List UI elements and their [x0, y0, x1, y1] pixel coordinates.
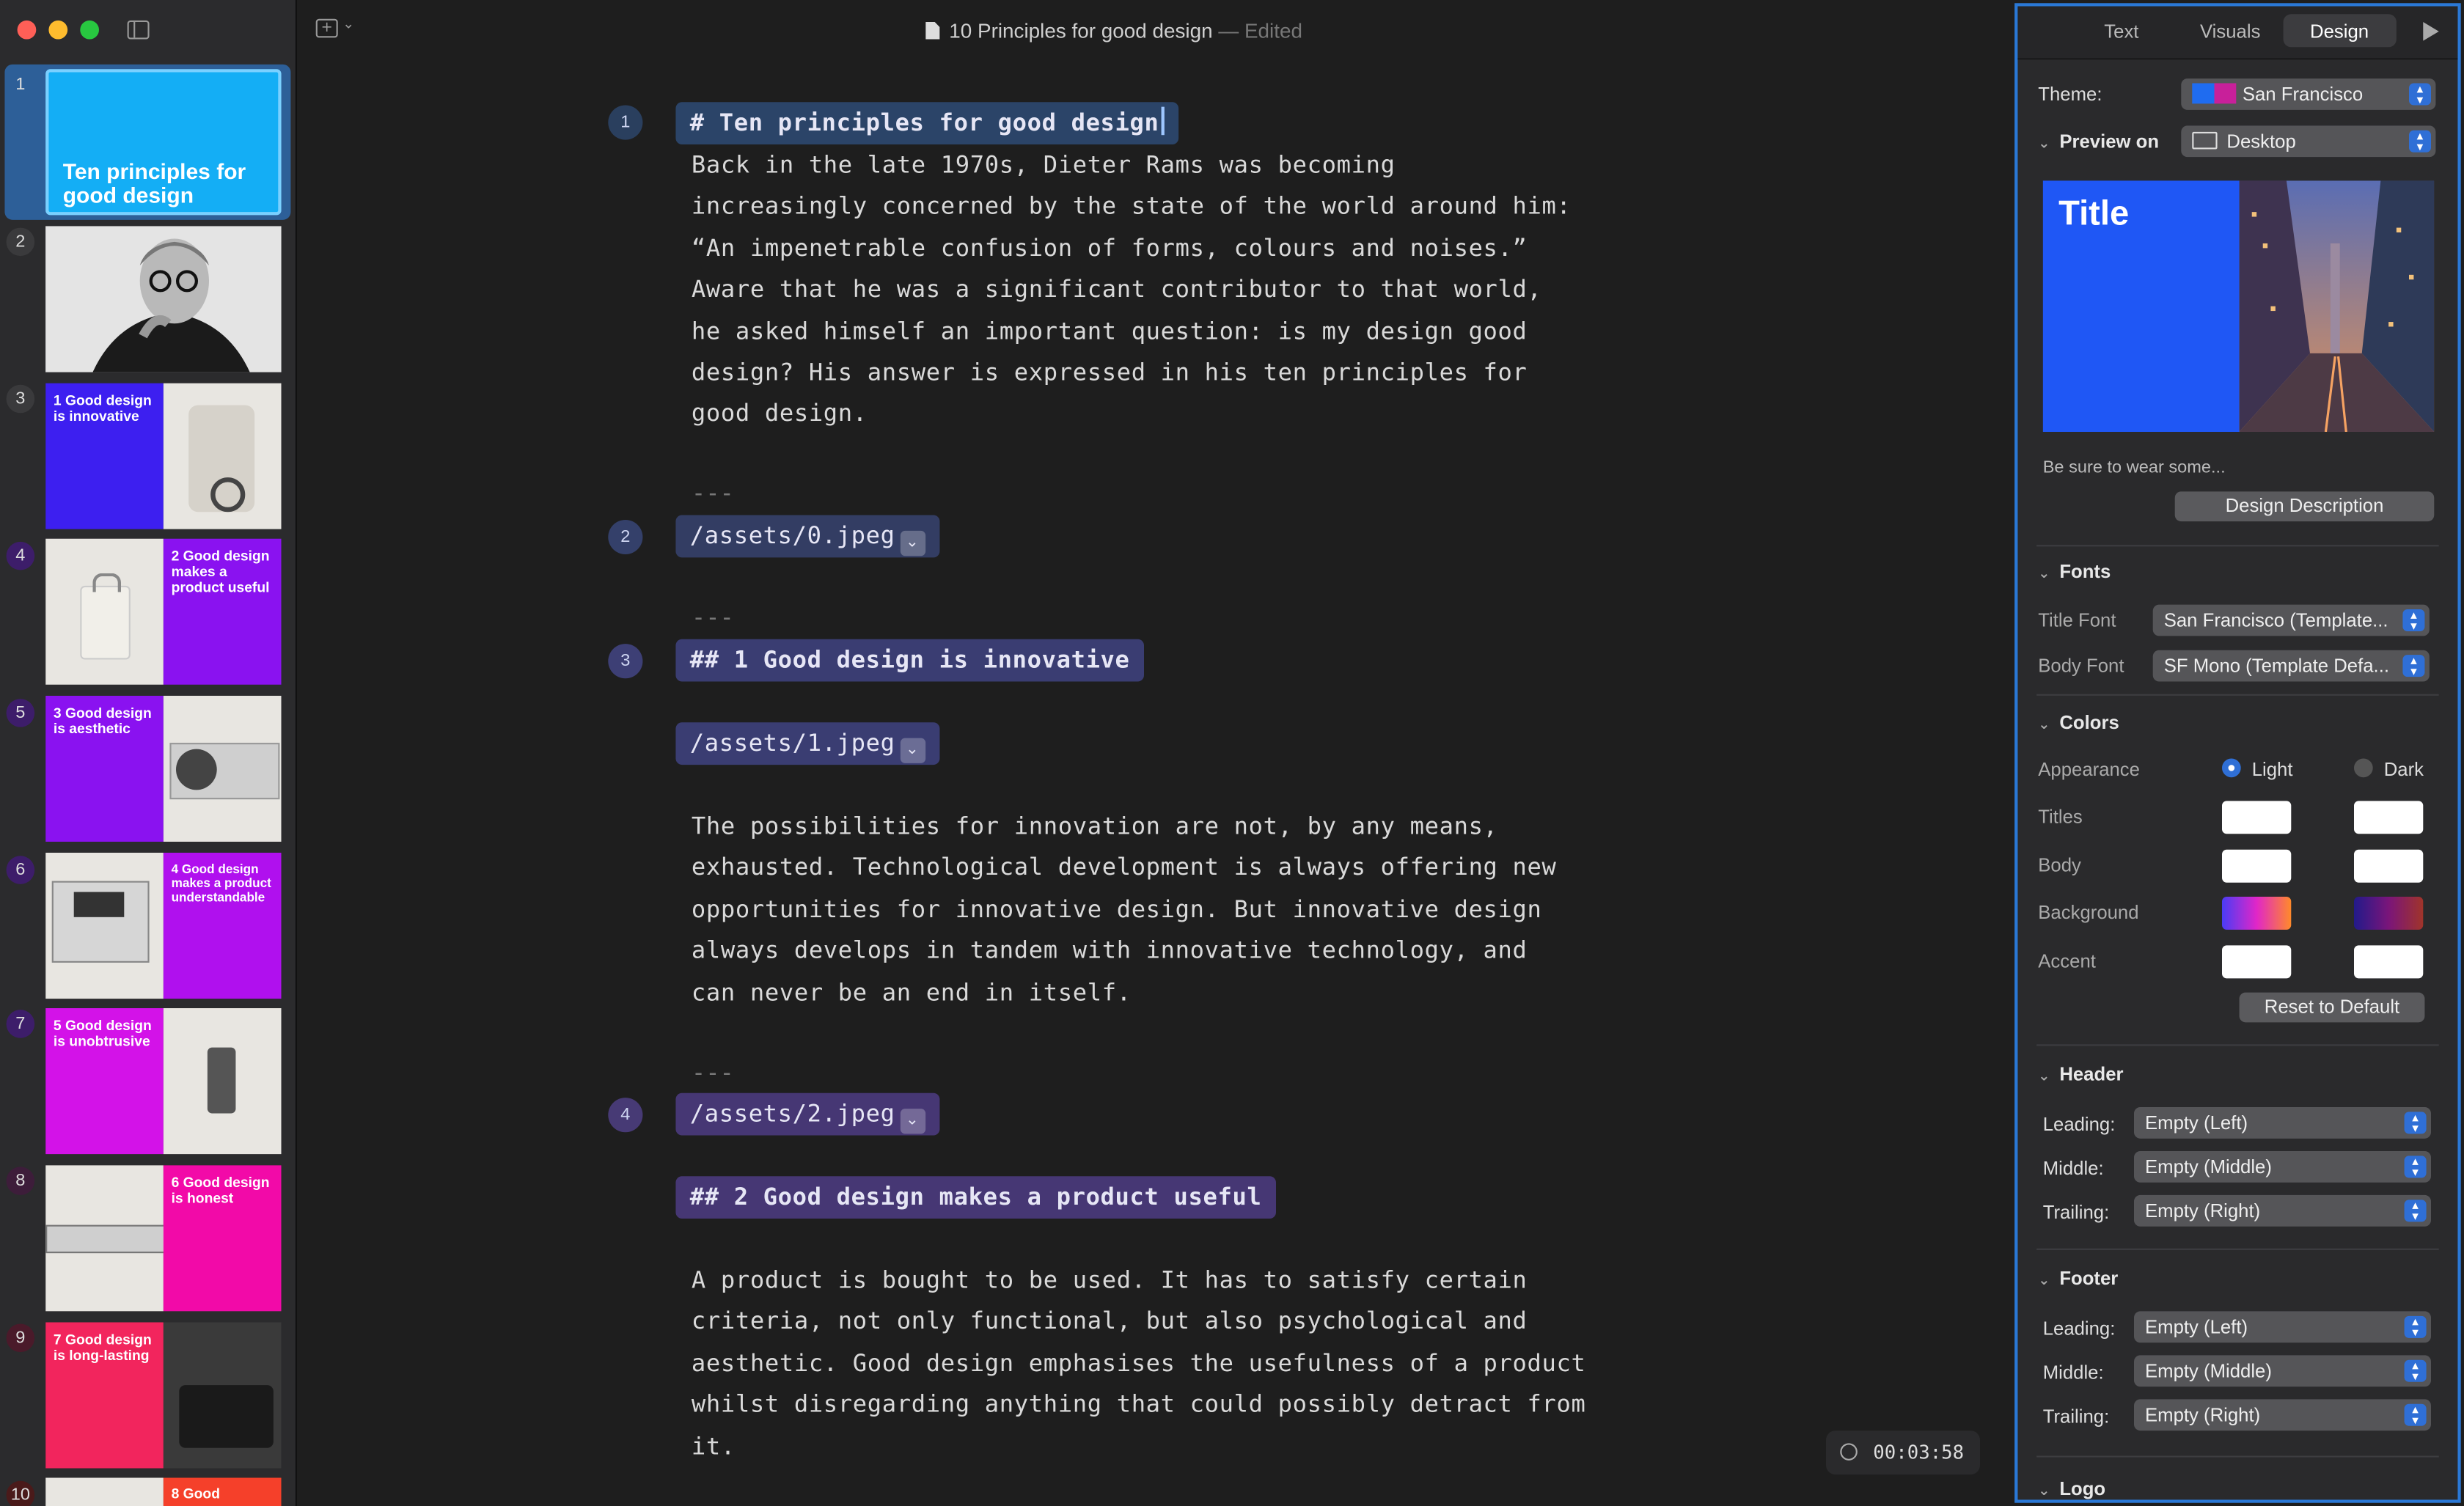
- slide-title: 3 Good design is aesthetic: [53, 705, 152, 737]
- theme-preview-icon: [2192, 84, 2236, 104]
- document-title: 10 Principles for good design: [949, 18, 1213, 43]
- rehearsal-timer[interactable]: [1826, 1430, 1980, 1474]
- slide-thumbnail[interactable]: [45, 1165, 281, 1311]
- inspector-tabs: [2017, 7, 2457, 60]
- laptop-icon: [2192, 132, 2217, 150]
- chevron-updown-icon: ▴ ▾: [2409, 84, 2431, 106]
- chevron-down-icon: ⌄: [2038, 1274, 2050, 1290]
- slide-number: 4: [7, 542, 35, 570]
- add-slide-button[interactable]: [316, 19, 357, 41]
- body-color-dark-well[interactable]: [2354, 850, 2423, 883]
- header-middle-label: Middle:: [2042, 1157, 2104, 1180]
- slide-marker[interactable]: 4: [608, 1098, 642, 1132]
- accent-color-label: Accent: [2038, 949, 2096, 972]
- preview-section[interactable]: [2038, 131, 2159, 153]
- slide-title: 2 Good design makes a product useful: [171, 548, 270, 595]
- image-asset-token[interactable]: [675, 1093, 939, 1136]
- close-window-button[interactable]: [18, 21, 37, 40]
- slide-number: 6: [7, 856, 35, 884]
- light-radio[interactable]: [2222, 758, 2241, 777]
- text-cursor: [1161, 107, 1164, 136]
- slide-title: 5 Good design is unobtrusive: [53, 1017, 152, 1049]
- header-trailing-label: Trailing:: [2042, 1201, 2110, 1224]
- timer-value: 00:03:58: [1873, 1441, 1965, 1464]
- play-icon[interactable]: [2423, 22, 2438, 41]
- slide-title: 7 Good design is long-lasting: [53, 1331, 152, 1364]
- device-photo: [164, 1008, 282, 1154]
- slide-thumbnail[interactable]: [45, 1322, 281, 1468]
- slide-marker[interactable]: 3: [608, 644, 642, 678]
- footer-section[interactable]: [2038, 1267, 2118, 1289]
- minimize-window-button[interactable]: [48, 21, 67, 40]
- background-color-dark-well[interactable]: [2354, 897, 2423, 930]
- speaker-photo: [164, 696, 282, 842]
- tab-visuals[interactable]: Visuals: [2200, 20, 2261, 43]
- slide-number: 2: [7, 228, 35, 257]
- title-font-value: San Francisco (Template...: [2163, 609, 2388, 632]
- chevron-down-icon: ⌄: [2038, 717, 2050, 734]
- chevron-down-icon: ⌄: [2038, 136, 2050, 153]
- titles-color-light-well[interactable]: [2222, 801, 2291, 834]
- window-title: 10 Principles for good design — Edited: [925, 19, 1302, 43]
- sidebar-toggle-icon[interactable]: [128, 21, 150, 40]
- add-slide-icon: +: [316, 19, 338, 38]
- clock-icon: [1840, 1443, 1858, 1461]
- paragraph[interactable]: Back in the late 1970s, Dieter Rams was becoming increasingly concerned by the state of the world around him: “An impenetrable confusion of forms, colours and noises.” Aware that he was a significant contributor to that world, he asked himself an important question: is my design good design? His answer is expressed in his ten principles for good design.: [691, 150, 1572, 428]
- slide-number: 3: [7, 385, 35, 414]
- slide-title: 8 Good: [171, 1485, 220, 1502]
- divider: [2036, 1044, 2439, 1046]
- slide-number: 1: [15, 75, 26, 95]
- paragraph[interactable]: The possibilities for innovation are not, by any means, exhausted. Technological development is always offering new opportunities for innovative design. But innovative design always develops in tandem with innovative technology, and can never be an end in itself.: [691, 812, 1557, 1007]
- document-icon: [925, 22, 939, 40]
- portrait-photo: [45, 226, 281, 372]
- slide-thumbnail[interactable]: [45, 1008, 281, 1154]
- header-section[interactable]: [2038, 1063, 2123, 1085]
- footer-middle-select[interactable]: [2134, 1355, 2431, 1386]
- footer-trailing-select[interactable]: [2134, 1399, 2431, 1430]
- chevron-down-icon[interactable]: ⌄: [900, 738, 925, 763]
- heading-line[interactable]: [675, 102, 1178, 144]
- divider: [2036, 545, 2439, 546]
- zoom-window-button[interactable]: [80, 21, 99, 40]
- body-color-light-well[interactable]: [2222, 850, 2291, 883]
- design-description-button[interactable]: Design Description: [2175, 491, 2435, 521]
- chevron-down-icon[interactable]: ⌄: [900, 531, 925, 556]
- asset-path: /assets/1.jpeg: [689, 728, 895, 757]
- theme-description: Be sure to wear some...: [2042, 458, 2226, 478]
- preview-device-select[interactable]: [2181, 125, 2435, 157]
- slide-thumbnail[interactable]: [45, 383, 281, 529]
- appearance-label: Appearance: [2038, 758, 2140, 781]
- theme-label: Theme:: [2038, 83, 2102, 106]
- body-font-select[interactable]: [2153, 650, 2430, 682]
- slide-thumbnail[interactable]: [45, 539, 281, 685]
- divider: [2036, 694, 2439, 696]
- slide-title: 6 Good design is honest: [171, 1175, 270, 1206]
- preview-device-value: Desktop: [2226, 130, 2296, 153]
- accent-color-light-well[interactable]: [2222, 945, 2291, 978]
- slide-thumbnail[interactable]: [45, 226, 281, 372]
- heading-line[interactable]: ## 1 Good design is innovative: [675, 639, 1143, 682]
- header-middle-value: Empty (Middle): [2145, 1156, 2272, 1178]
- chevron-updown-icon: ▴ ▾: [2405, 1404, 2427, 1426]
- fonts-section-label: Fonts: [2059, 560, 2111, 583]
- slide-number: 9: [7, 1324, 35, 1353]
- slide-thumbnail[interactable]: [45, 853, 281, 999]
- logo-section[interactable]: [2038, 1477, 2105, 1499]
- dark-label: Dark: [2383, 758, 2424, 781]
- dark-radio[interactable]: [2354, 758, 2373, 777]
- asset-path: /assets/0.jpeg: [689, 521, 895, 550]
- divider: [2036, 1455, 2439, 1457]
- slide-separator: ---: [691, 479, 734, 507]
- chevron-down-icon: ⌄: [342, 17, 355, 33]
- image-asset-token[interactable]: [675, 722, 939, 765]
- header-middle-select[interactable]: [2134, 1151, 2431, 1183]
- chevron-updown-icon: ▴ ▾: [2405, 1200, 2427, 1222]
- slide-number: 10: [7, 1481, 35, 1506]
- footer-leading-value: Empty (Left): [2145, 1315, 2248, 1338]
- chevron-down-icon: ⌄: [2038, 1484, 2050, 1500]
- body-font-value: SF Mono (Template Defa...: [2163, 655, 2389, 677]
- logo-section-label: Logo: [2059, 1477, 2106, 1500]
- header-trailing-select[interactable]: [2134, 1195, 2431, 1227]
- footer-section-label: Footer: [2059, 1267, 2119, 1290]
- fonts-section[interactable]: [2038, 561, 2111, 583]
- slide-number: 5: [7, 699, 35, 727]
- header-section-label: Header: [2059, 1063, 2124, 1085]
- slide-thumbnail[interactable]: [45, 696, 281, 842]
- chevron-updown-icon: ▴ ▾: [2402, 609, 2424, 631]
- slide-title: Ten principles for good design: [62, 158, 246, 207]
- footer-middle-label: Middle:: [2042, 1361, 2104, 1384]
- heading-line[interactable]: ## 2 Good design makes a product useful: [675, 1176, 1275, 1219]
- slide-marker[interactable]: 2: [608, 520, 642, 554]
- edited-status: Edited: [1244, 18, 1302, 43]
- tab-text[interactable]: Text: [2104, 20, 2139, 43]
- colors-section-label: Colors: [2059, 711, 2119, 734]
- theme-select[interactable]: [2181, 78, 2435, 110]
- chevron-updown-icon: ▴ ▾: [2405, 1316, 2427, 1338]
- chevron-updown-icon: ▴ ▾: [2409, 131, 2431, 153]
- chair-photo: [164, 1322, 282, 1468]
- city-photo: [2240, 180, 2435, 432]
- inspector-panel: [2014, 3, 2461, 1502]
- chevron-updown-icon: ▴ ▾: [2405, 1156, 2427, 1178]
- asset-path: /assets/2.jpeg: [689, 1099, 895, 1128]
- slide-navigator: [0, 0, 297, 1506]
- title-font-select[interactable]: [2153, 605, 2430, 636]
- stereo-photo: [45, 853, 164, 999]
- product-photo: [45, 539, 164, 685]
- title-font-label: Title Font: [2038, 609, 2116, 632]
- background-color-label: Background: [2038, 901, 2139, 924]
- slide-number: 8: [7, 1167, 35, 1195]
- hifi-photo: [45, 1165, 164, 1311]
- footer-leading-label: Leading:: [2042, 1317, 2116, 1340]
- preview-label: Preview on: [2059, 130, 2160, 153]
- slide-separator: ---: [691, 603, 734, 632]
- footer-middle-value: Empty (Middle): [2145, 1359, 2272, 1382]
- slide-thumbnail[interactable]: [45, 1477, 281, 1506]
- titles-color-label: Titles: [2038, 805, 2083, 828]
- chevron-updown-icon: ▴ ▾: [2402, 655, 2424, 677]
- slide-title: 4 Good design makes a product understandable: [171, 862, 271, 905]
- divider: [2036, 1249, 2439, 1250]
- slide-thumbnail[interactable]: [45, 69, 281, 215]
- titles-color-dark-well[interactable]: [2354, 801, 2423, 834]
- body-color-label: Body: [2038, 854, 2081, 877]
- header-leading-label: Leading:: [2042, 1113, 2116, 1136]
- header-leading-select[interactable]: [2134, 1107, 2431, 1139]
- reset-to-default-button[interactable]: Reset to Default: [2240, 993, 2425, 1023]
- light-label: Light: [2251, 758, 2293, 781]
- accent-color-dark-well[interactable]: [2354, 945, 2423, 978]
- theme-preview: [2043, 180, 2435, 432]
- chevron-down-icon: ⌄: [2038, 1069, 2050, 1085]
- slide-separator: ---: [691, 1058, 734, 1087]
- tab-design[interactable]: Design: [2310, 20, 2369, 43]
- header-leading-value: Empty (Left): [2145, 1112, 2248, 1134]
- chevron-updown-icon: ▴ ▾: [2405, 1360, 2427, 1382]
- theme-value: San Francisco: [2242, 83, 2364, 106]
- body-font-label: Body Font: [2038, 655, 2124, 677]
- slide-marker[interactable]: 1: [608, 106, 642, 140]
- footer-trailing-value: Empty (Right): [2145, 1403, 2261, 1426]
- radio-photo: [164, 383, 282, 529]
- colors-section[interactable]: [2038, 711, 2119, 733]
- slide-number: 7: [7, 1010, 35, 1038]
- chevron-updown-icon: ▴ ▾: [2405, 1112, 2427, 1134]
- chevron-down-icon[interactable]: ⌄: [900, 1109, 925, 1134]
- heading-text: # Ten principles for good design: [689, 108, 1159, 137]
- header-trailing-value: Empty (Right): [2145, 1200, 2261, 1222]
- footer-leading-select[interactable]: [2134, 1311, 2431, 1342]
- chevron-down-icon: ⌄: [2038, 567, 2050, 583]
- slide-title: 1 Good design is innovative: [53, 392, 152, 425]
- preview-title: Title: [2058, 193, 2130, 232]
- footer-trailing-label: Trailing:: [2042, 1405, 2110, 1428]
- background-color-light-well[interactable]: [2222, 897, 2291, 930]
- image-asset-token[interactable]: [675, 515, 939, 558]
- paragraph[interactable]: A product is bought to be used. It has to satisfy certain criteria, not only functional, but also psychological and aesthetic. Good design emphasises the usefulness of a product whilst disregarding anything that could possibly detract from it.: [691, 1266, 1586, 1461]
